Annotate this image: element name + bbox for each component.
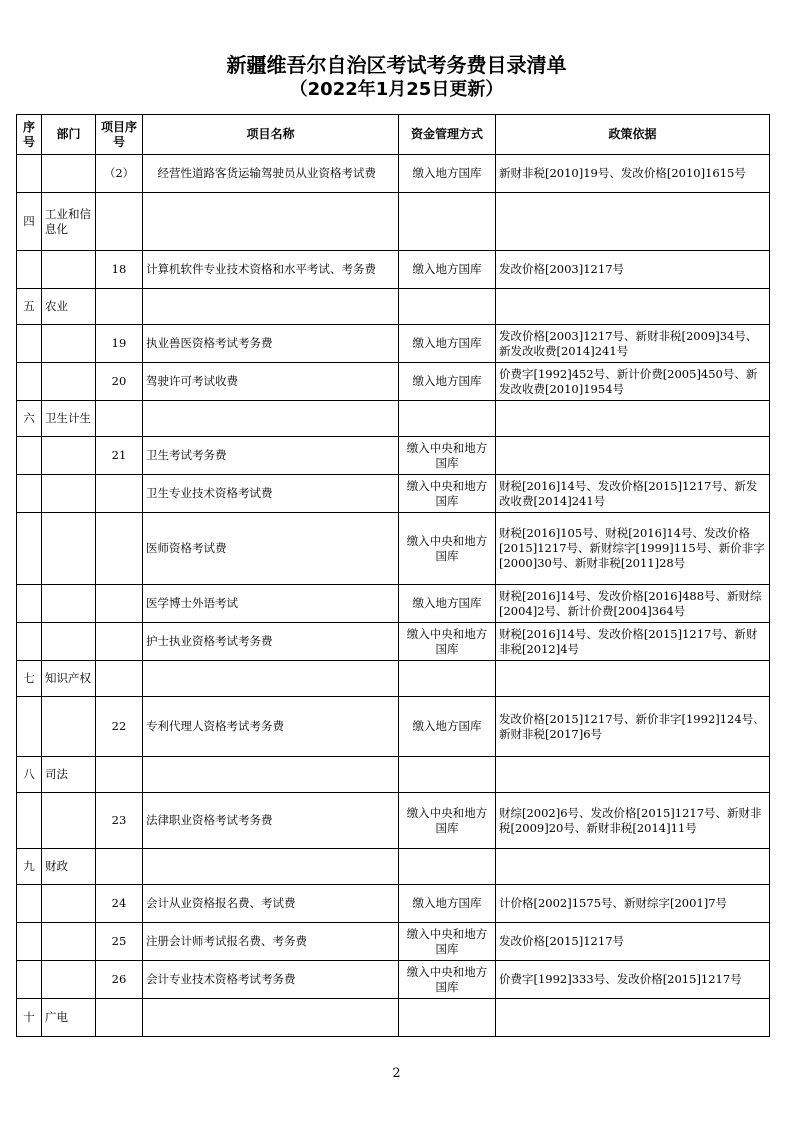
cell-item-no: 25	[96, 923, 143, 961]
cell-item-no	[96, 585, 143, 623]
cell-policy-basis: 发改价格[2015]1217号	[496, 923, 770, 961]
cell-seq: 六	[17, 401, 42, 437]
cell-seq	[17, 513, 42, 585]
cell-item-no	[96, 193, 143, 251]
cell-fund-mgmt	[399, 193, 496, 251]
cell-item-name: 驾驶许可考试收费	[143, 363, 399, 401]
cell-item-name: 专利代理人资格考试考务费	[143, 697, 399, 757]
cell-seq	[17, 475, 42, 513]
cell-fund-mgmt	[399, 757, 496, 793]
cell-policy-basis: 发改价格[2003]1217号	[496, 251, 770, 289]
cell-fund-mgmt: 缴入中央和地方国库	[399, 513, 496, 585]
cell-seq: 十	[17, 999, 42, 1037]
cell-policy-basis: 发改价格[2015]1217号、新价非字[1992]124号、新财非税[2017]6号	[496, 697, 770, 757]
cell-dept	[42, 513, 96, 585]
cell-fund-mgmt: 缴入地方国库	[399, 325, 496, 363]
cell-dept: 农业	[42, 289, 96, 325]
table-row	[17, 193, 770, 251]
cell-dept	[42, 325, 96, 363]
cell-fund-mgmt	[399, 401, 496, 437]
cell-item-no	[96, 999, 143, 1037]
cell-item-no: 22	[96, 697, 143, 757]
table-row	[17, 363, 770, 401]
table-row	[17, 325, 770, 363]
cell-policy-basis	[496, 193, 770, 251]
cell-fund-mgmt: 缴入中央和地方国库	[399, 961, 496, 999]
cell-item-name: 医学博士外语考试	[143, 585, 399, 623]
header-item-name: 项目名称	[143, 115, 399, 155]
cell-item-no: 24	[96, 885, 143, 923]
table-row	[17, 401, 770, 437]
table-row	[17, 437, 770, 475]
cell-seq	[17, 155, 42, 193]
cell-seq	[17, 363, 42, 401]
cell-fund-mgmt: 缴入地方国库	[399, 885, 496, 923]
cell-dept	[42, 793, 96, 849]
cell-dept	[42, 885, 96, 923]
cell-seq	[17, 961, 42, 999]
cell-item-name	[143, 999, 399, 1037]
cell-seq	[17, 697, 42, 757]
table-header-row	[17, 115, 770, 155]
cell-item-name: 计算机软件专业技术资格和水平考试、考务费	[143, 251, 399, 289]
cell-fund-mgmt: 缴入中央和地方国库	[399, 437, 496, 475]
cell-seq: 四	[17, 193, 42, 251]
cell-fund-mgmt	[399, 661, 496, 697]
table-row	[17, 961, 770, 999]
cell-item-name: 经营性道路客货运输驾驶员从业资格考试费	[143, 155, 399, 193]
cell-item-no: 26	[96, 961, 143, 999]
document-subtitle: （2022年1月25日更新）	[289, 79, 504, 100]
cell-item-name	[143, 757, 399, 793]
fee-catalog-table	[16, 114, 770, 1037]
cell-fund-mgmt: 缴入地方国库	[399, 585, 496, 623]
cell-dept	[42, 623, 96, 661]
cell-dept	[42, 437, 96, 475]
cell-policy-basis	[496, 757, 770, 793]
cell-fund-mgmt: 缴入中央和地方国库	[399, 623, 496, 661]
table-row	[17, 513, 770, 585]
cell-dept	[42, 251, 96, 289]
cell-item-name	[143, 289, 399, 325]
cell-item-no	[96, 661, 143, 697]
cell-item-no: （2）	[96, 155, 143, 193]
header-seq: 序号	[17, 115, 42, 155]
cell-policy-basis	[496, 661, 770, 697]
cell-item-no	[96, 289, 143, 325]
cell-seq	[17, 325, 42, 363]
cell-policy-basis	[496, 437, 770, 475]
cell-seq	[17, 251, 42, 289]
cell-dept	[42, 923, 96, 961]
cell-dept	[42, 585, 96, 623]
cell-item-name: 法律职业资格考试考务费	[143, 793, 399, 849]
table-row	[17, 289, 770, 325]
cell-item-no: 20	[96, 363, 143, 401]
cell-item-name: 会计专业技术资格考试考务费	[143, 961, 399, 999]
cell-policy-basis	[496, 849, 770, 885]
cell-item-name: 卫生专业技术资格考试费	[143, 475, 399, 513]
cell-policy-basis: 财税[2016]14号、发改价格[2015]1217号、新财非税[2012]4号	[496, 623, 770, 661]
cell-fund-mgmt	[399, 849, 496, 885]
cell-policy-basis: 财税[2016]14号、发改价格[2016]488号、新财综[2004]2号、新计价费[2004]364号	[496, 585, 770, 623]
cell-item-no	[96, 475, 143, 513]
cell-fund-mgmt: 缴入中央和地方国库	[399, 923, 496, 961]
cell-item-name: 会计从业资格报名费、考试费	[143, 885, 399, 923]
cell-item-name: 执业兽医资格考试考务费	[143, 325, 399, 363]
cell-seq	[17, 585, 42, 623]
cell-policy-basis	[496, 289, 770, 325]
cell-policy-basis: 价费字[1992]333号、发改价格[2015]1217号	[496, 961, 770, 999]
cell-fund-mgmt: 缴入地方国库	[399, 363, 496, 401]
cell-dept	[42, 697, 96, 757]
table-row	[17, 849, 770, 885]
cell-item-no: 21	[96, 437, 143, 475]
cell-fund-mgmt: 缴入中央和地方国库	[399, 475, 496, 513]
table-row	[17, 793, 770, 849]
cell-seq: 五	[17, 289, 42, 325]
cell-item-name	[143, 661, 399, 697]
table-row	[17, 999, 770, 1037]
cell-dept	[42, 155, 96, 193]
cell-policy-basis: 财税[2016]14号、发改价格[2015]1217号、新发改收费[2014]241号	[496, 475, 770, 513]
table-row	[17, 697, 770, 757]
cell-fund-mgmt: 缴入中央和地方国库	[399, 793, 496, 849]
cell-dept: 工业和信息化	[42, 193, 96, 251]
cell-item-no	[96, 401, 143, 437]
cell-item-name: 卫生考试考务费	[143, 437, 399, 475]
cell-item-name	[143, 849, 399, 885]
cell-fund-mgmt: 缴入地方国库	[399, 251, 496, 289]
cell-item-no: 19	[96, 325, 143, 363]
cell-policy-basis: 财综[2002]6号、发改价格[2015]1217号、新财非税[2009]20号、新财非税[2014]11号	[496, 793, 770, 849]
cell-fund-mgmt: 缴入地方国库	[399, 155, 496, 193]
table-row	[17, 475, 770, 513]
cell-policy-basis: 发改价格[2003]1217号、新财非税[2009]34号、新发改收费[2014]241号	[496, 325, 770, 363]
header-item-no: 项目序号	[96, 115, 143, 155]
cell-dept: 知识产权	[42, 661, 96, 697]
header-policy-basis: 政策依据	[496, 115, 770, 155]
cell-dept	[42, 475, 96, 513]
cell-seq: 八	[17, 757, 42, 793]
cell-item-no: 18	[96, 251, 143, 289]
table-row	[17, 251, 770, 289]
cell-policy-basis: 新财非税[2010]19号、发改价格[2010]1615号	[496, 155, 770, 193]
header-dept: 部门	[42, 115, 96, 155]
cell-policy-basis	[496, 999, 770, 1037]
cell-item-no	[96, 513, 143, 585]
cell-fund-mgmt	[399, 289, 496, 325]
cell-item-name: 注册会计师考试报名费、考务费	[143, 923, 399, 961]
table-row	[17, 923, 770, 961]
cell-seq: 七	[17, 661, 42, 697]
cell-seq: 九	[17, 849, 42, 885]
document-title: 新疆维吾尔自治区考试考务费目录清单	[226, 53, 567, 77]
table-row	[17, 623, 770, 661]
cell-seq	[17, 437, 42, 475]
cell-item-name	[143, 401, 399, 437]
cell-dept: 卫生计生	[42, 401, 96, 437]
cell-dept: 广电	[42, 999, 96, 1037]
table-row	[17, 661, 770, 697]
cell-policy-basis: 价费字[1992]452号、新计价费[2005]450号、新发改收费[2010]1954号	[496, 363, 770, 401]
cell-fund-mgmt	[399, 999, 496, 1037]
cell-policy-basis	[496, 401, 770, 437]
cell-policy-basis: 财税[2016]105号、财税[2016]14号、发改价格[2015]1217号、新财综字[1999]115号、新价非字[2000]30号、新财非税[2011]28号	[496, 513, 770, 585]
cell-item-no	[96, 757, 143, 793]
table-row	[17, 155, 770, 193]
cell-item-no	[96, 849, 143, 885]
cell-seq	[17, 793, 42, 849]
cell-seq	[17, 885, 42, 923]
page-number: 2	[392, 1066, 401, 1081]
cell-item-name: 护士执业资格考试考务费	[143, 623, 399, 661]
table-row	[17, 885, 770, 923]
table-row	[17, 757, 770, 793]
cell-dept	[42, 961, 96, 999]
cell-dept: 司法	[42, 757, 96, 793]
header-fund-mgmt: 资金管理方式	[399, 115, 496, 155]
table-row	[17, 585, 770, 623]
cell-seq	[17, 923, 42, 961]
cell-dept	[42, 363, 96, 401]
cell-dept: 财政	[42, 849, 96, 885]
cell-item-name: 医师资格考试费	[143, 513, 399, 585]
cell-item-name	[143, 193, 399, 251]
cell-seq	[17, 623, 42, 661]
cell-fund-mgmt: 缴入地方国库	[399, 697, 496, 757]
cell-item-no	[96, 623, 143, 661]
cell-item-no: 23	[96, 793, 143, 849]
cell-policy-basis: 计价格[2002]1575号、新财综字[2001]7号	[496, 885, 770, 923]
